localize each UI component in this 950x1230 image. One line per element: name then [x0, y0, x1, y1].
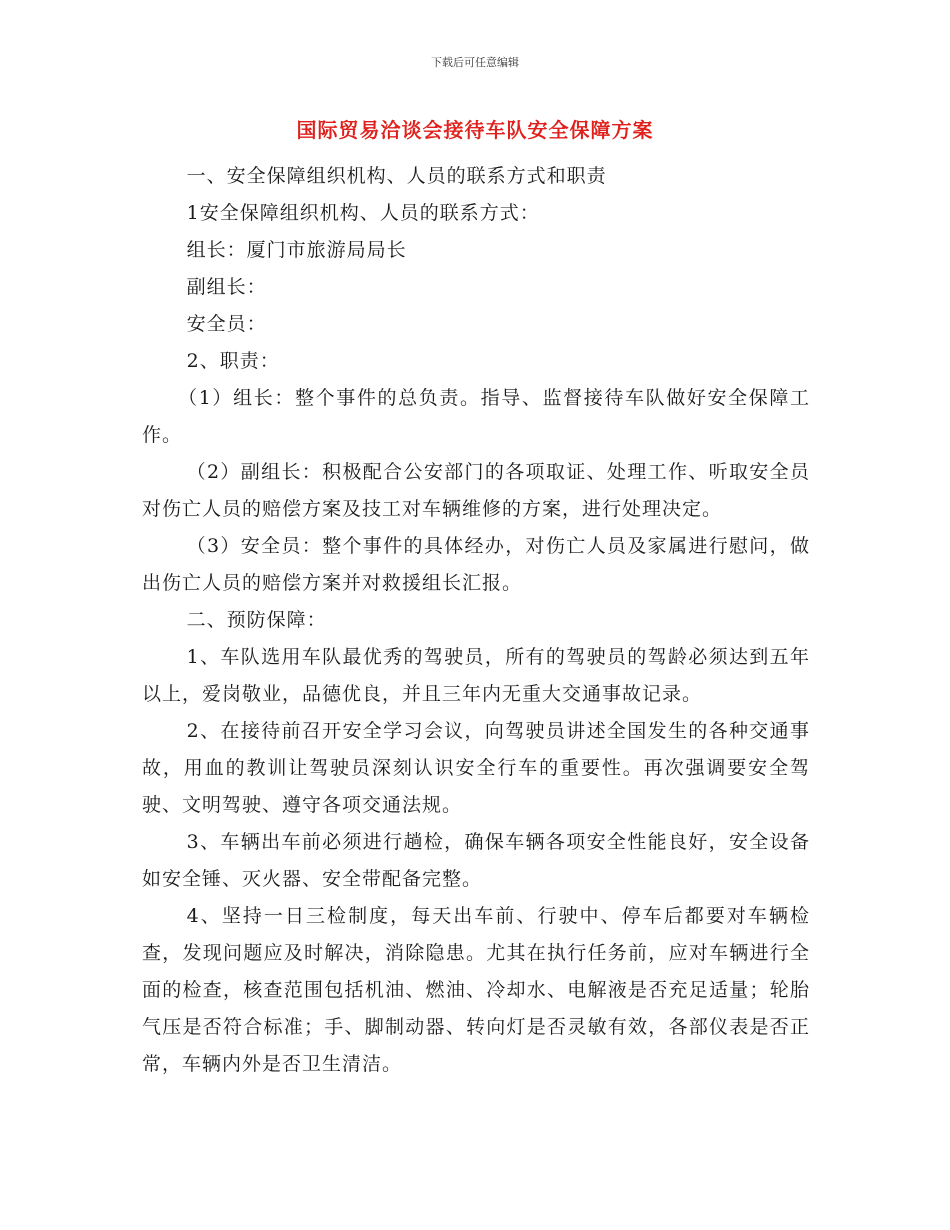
paragraph-duty-2: （2）副组长：积极配合公安部门的各项取证、处理工作、听取安全员对伤亡人员的赔偿方案及技工对车辆维修的方案，进行处理决定。: [142, 461, 810, 520]
paragraph-duty-3: （3）安全员：整个事件的具体经办，对伤亡人员及家属进行慰问，做出伤亡人员的赔偿方案并对救援组长汇报。: [142, 535, 810, 594]
paragraph-leader: 组长：厦门市旅游局局长: [186, 239, 407, 261]
header-note: 下载后可任意编辑: [431, 56, 519, 69]
document-body: [142, 158, 810, 1083]
document-title: 国际贸易洽谈会接待车队安全保障方案: [296, 118, 654, 142]
section-heading-1: 一、安全保障组织机构、人员的联系方式和职责: [186, 165, 607, 187]
paragraph-deputy-leader: 副组长：: [186, 276, 267, 298]
paragraph-duties-heading: 2、职责：: [186, 350, 280, 372]
paragraph-contact-heading: 1安全保障组织机构、人员的联系方式：: [186, 202, 540, 224]
paragraph-prevention-4: 4、坚持一日三检制度，每天出车前、行驶中、停车后都要对车辆检查，发现问题应及时解决，消除隐患。尤其在执行任务前，应对车辆进行全面的检查，核查范围包括机油、燃油、冷却水、电解液是否充足适量；轮胎气压是否符合标准；手、脚制动器、转向灯是否灵敏有效，各部仪表是否正常，车辆内外是否卫生清洁。: [142, 905, 810, 1075]
paragraph-prevention-2: 2、在接待前召开安全学习会议，向驾驶员讲述全国发生的各种交通事故，用血的教训让驾驶员深刻认识安全行车的重要性。再次强调要安全驾驶、文明驾驶、遵守各项交通法规。: [142, 720, 810, 816]
paragraph-duty-1: （1）组长：整个事件的总负责。指导、监督接待车队做好安全保障工作。: [142, 387, 810, 446]
section-heading-2: 二、预防保障：: [186, 609, 327, 631]
paragraph-prevention-3: 3、车辆出车前必须进行趟检，确保车辆各项安全性能良好，安全设备如安全锤、灭火器、安全带配备完整。: [142, 831, 810, 890]
paragraph-safety-officer: 安全员：: [186, 313, 267, 335]
paragraph-prevention-1: 1、车队选用车队最优秀的驾驶员，所有的驾驶员的驾龄必须达到五年以上，爱岗敬业，品德优良，并且三年内无重大交通事故记录。: [142, 646, 810, 705]
